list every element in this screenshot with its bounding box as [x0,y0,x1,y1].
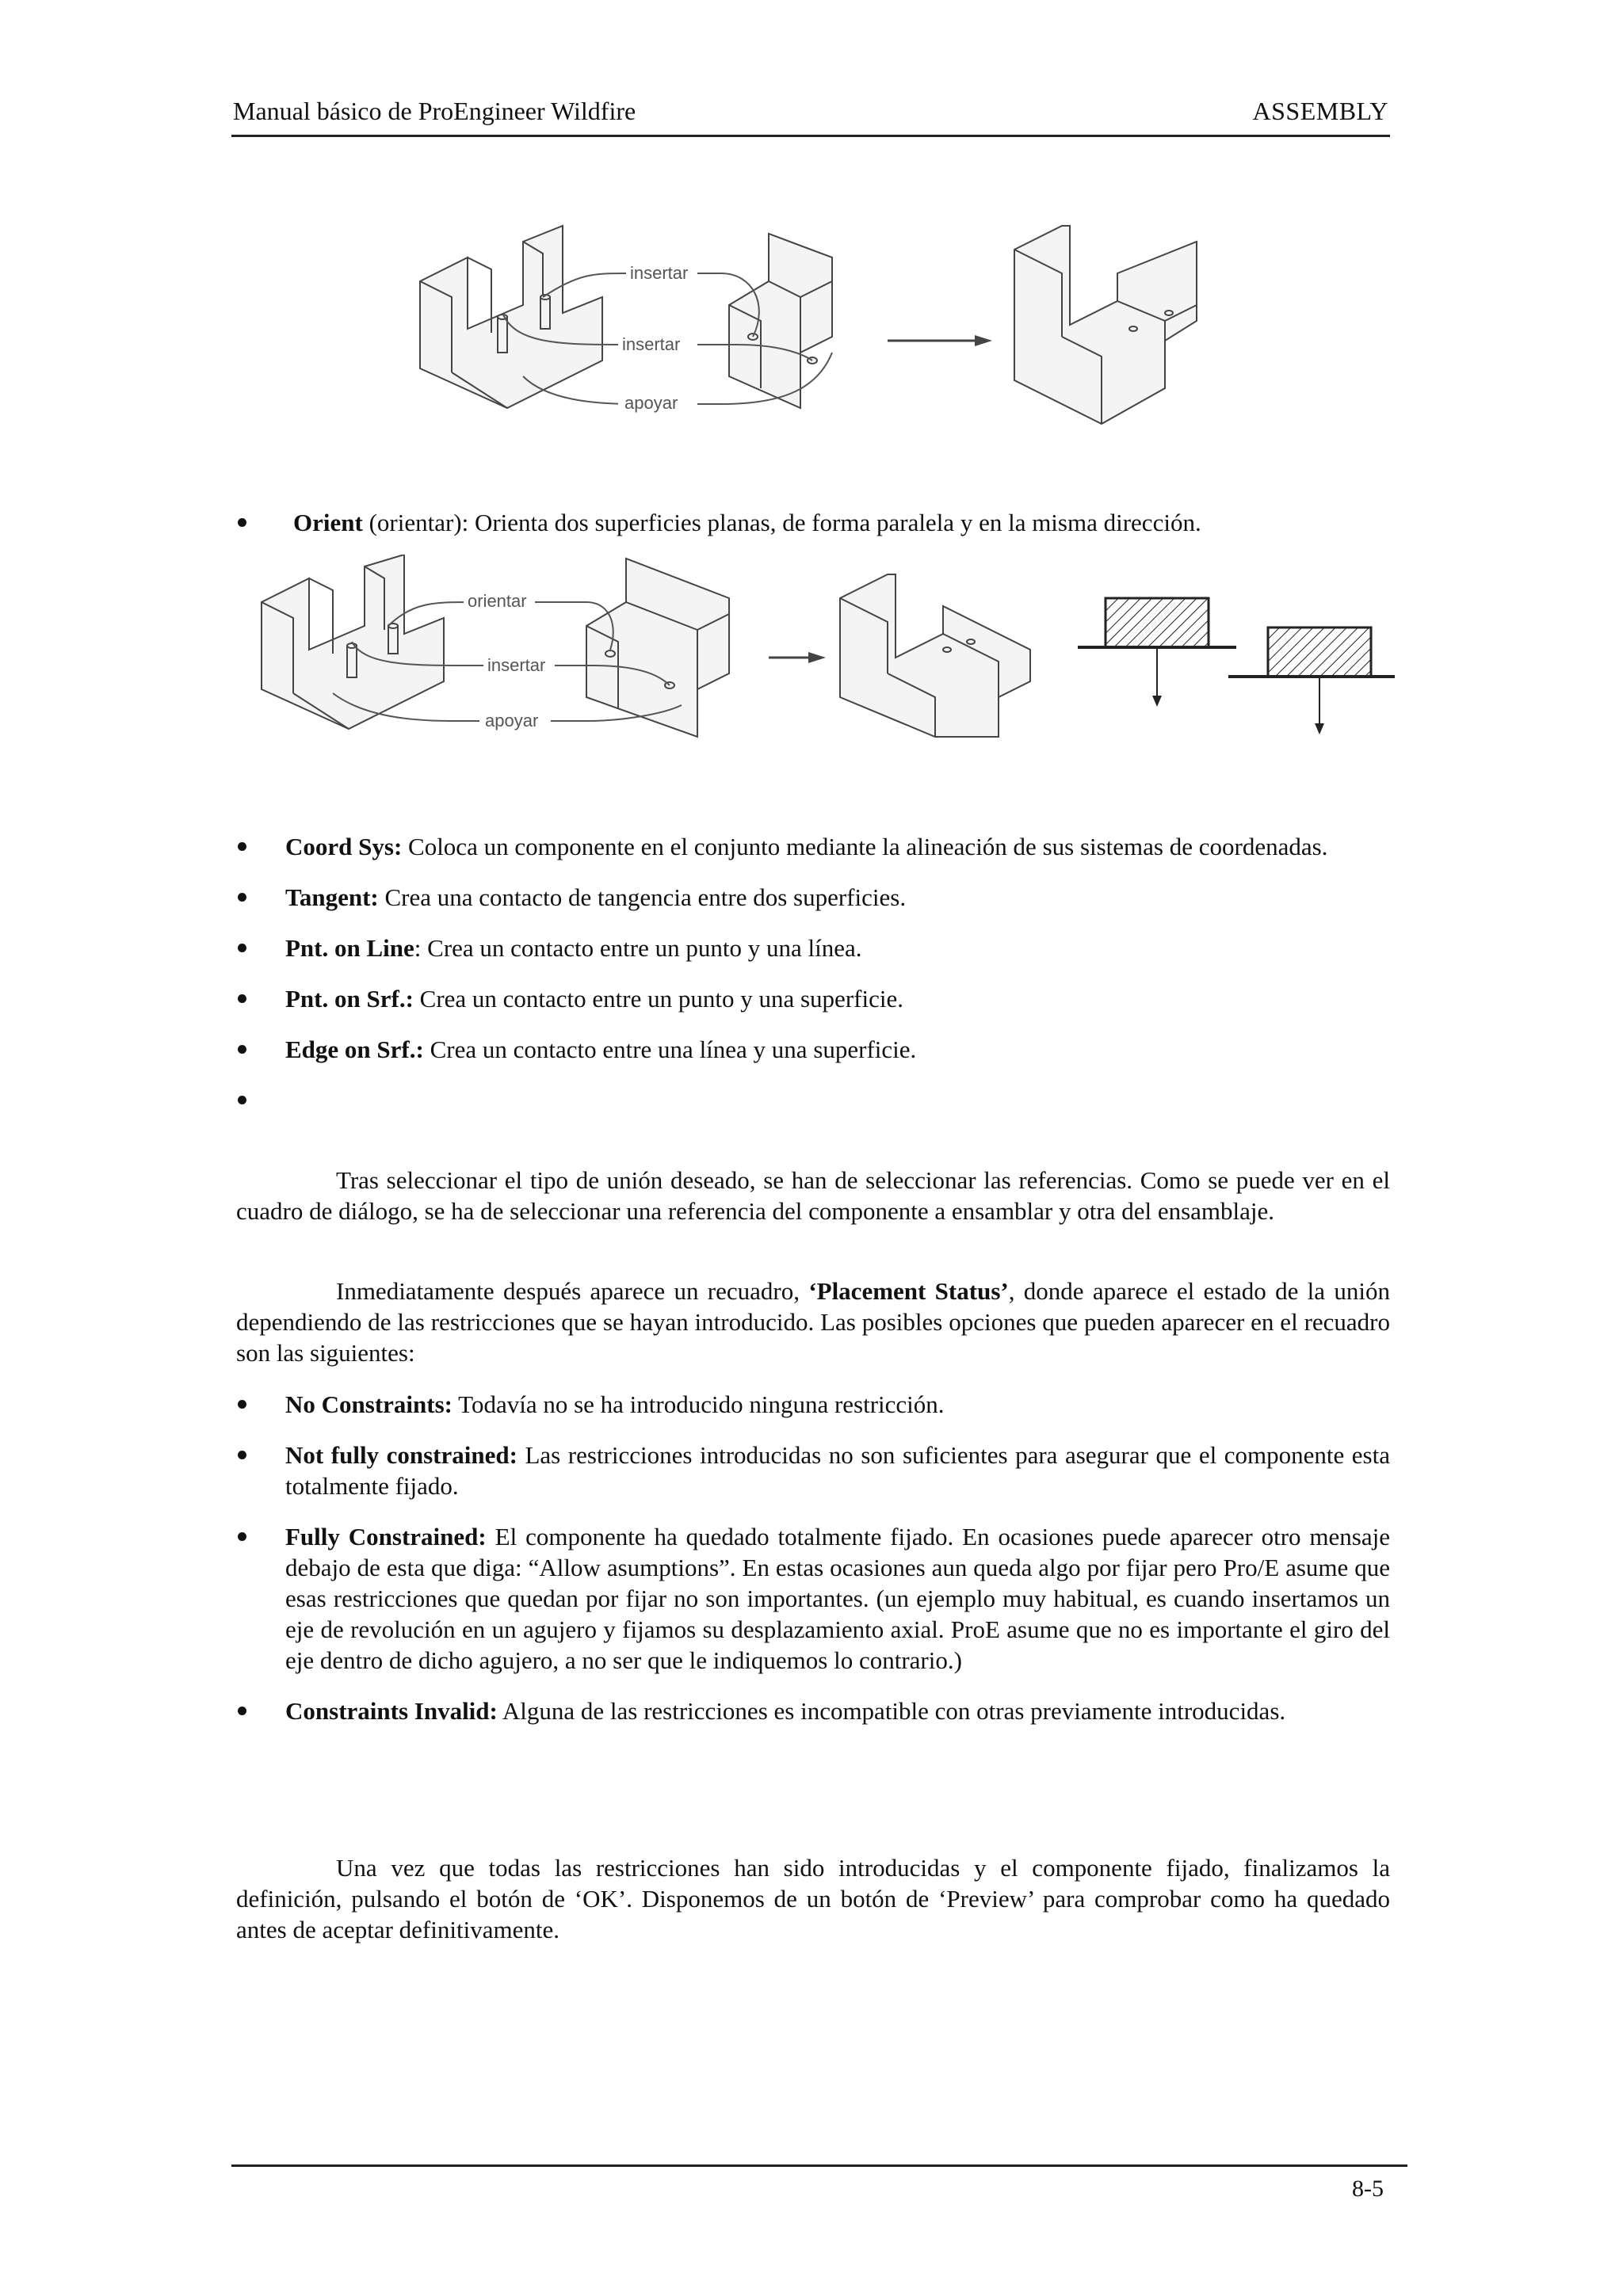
paragraph-text: Una vez que todas las restricciones han sido introducidas y el componente fijado, finalizamos la definición, pulsando el botón de ‘OK’. Disponemos de un botón de ‘Preview’ para comprobar como ha quedado antes de aceptar definitivamente. [236,1854,1390,1943]
bullet-term: No Constraints: [285,1390,453,1418]
bullet-term: Edge on Srf.: [285,1035,424,1063]
paragraph-text [236,1276,1390,1368]
bullet-text: Crea un contacto entre un punto y una superficie. [413,985,903,1013]
list-item [236,1034,1390,1065]
bullet-icon [238,893,246,902]
fig1-label-1: insertar [630,263,689,283]
body-paragraph-1 [236,1165,1390,1226]
body-paragraph-2 [236,1276,1390,1368]
bullet-text: Alguna de las restricciones es incompatible con otras previamente introducidas. [497,1697,1286,1725]
list-item [236,831,1390,862]
bullet-text: Crea una contacto de tangencia entre dos superficies. [378,883,907,911]
bullet-icon [238,1400,246,1409]
paragraph-text: Tras seleccionar el tipo de unión deseado, se han de seleccionar las referencias. Como se puede ver en el cuadro de diálogo, se ha de seleccionar una referencia del componente a ensamblar y otra del ensamblaje. [236,1166,1390,1225]
list-item [236,507,1390,538]
body-paragraph-3 [236,1852,1390,1945]
placement-status-list [236,1389,1390,1726]
paragraph-text-end: , donde aparece el estado de la unión dependiendo de las restricciones que se hayan introducido. Las posibles opciones que pueden aparecer en el recuadro son las siguientes: [236,1277,1390,1367]
page-number: 8-5 [1352,2176,1384,2202]
bullet-icon [238,1096,246,1104]
header-section: ASSEMBLY [1252,97,1388,125]
list-item [236,1389,1390,1420]
bullet-term: Tangent: [285,883,379,911]
footer-divider [231,2164,1407,2167]
figure-orient-assembly [254,555,1395,761]
bullet-text: : Crea un contacto entre un punto y una línea. [414,934,862,962]
bullet-term: Pnt. on Srf.: [285,985,414,1013]
bullet-term: Not fully constrained: [285,1441,517,1469]
bullet-term: Coord Sys: [285,833,403,860]
list-item [236,1440,1390,1501]
bullet-text: El componente ha quedado totalmente fijado. En ocasiones puede aparecer otro mensaje debajo de esta que diga: “Allow asumptions”. En estas ocasiones aun queda algo por fijar pero Pro/E asume que esas restricciones que quedan por fijar no son importantes. (un ejemplo muy habitual, es cuando insertamos un eje de revolución en un agujero y fijamos su desplazamiento axial. ProE asume que no es importante el giro del eje dentro de dicho agujero, a no ser que le indiquemos lo contrario.) [285,1523,1391,1674]
fig2-label-2: insertar [487,655,546,675]
bullet-icon [238,994,246,1003]
bullet-text: Las restricciones introducidas no son suficientes para asegurar que el componente esta totalmente fijado. [285,1441,1390,1500]
bullet-text: (orientar): Orienta dos superficies planas, de forma paralela y en la misma dirección. [362,509,1201,536]
fig2-label-1: orientar [468,591,527,611]
header-title: Manual básico de ProEngineer Wildfire [233,97,636,125]
bullet-icon [238,842,246,851]
fig1-label-3: apoyar [624,393,678,413]
figure-insert-assembly [404,194,1244,448]
fig2-label-3: apoyar [485,711,539,730]
bullet-icon [238,518,246,527]
page-header [231,95,1390,137]
bullet-icon [238,1045,246,1054]
fig1-label-2: insertar [622,334,681,354]
list-item [236,983,1390,1014]
bullet-term: Constraints Invalid: [285,1697,498,1725]
bullet-icon [238,1451,246,1459]
bullet-text: Crea un contacto entre una línea y una superficie. [423,1035,917,1063]
bullet-text: Coloca un componente en el conjunto mediante la alineación de sus sistemas de coordenadas. [402,833,1328,860]
constraint-types-list [236,831,1390,1116]
list-item [236,1521,1390,1676]
bullet-term: Orient [293,509,363,536]
bullet-icon [238,1532,246,1541]
bullet-term: Pnt. on Line [285,934,414,962]
bullet-icon [238,1707,246,1715]
bullet-text: Todavía no se ha introducido ninguna restricción. [452,1390,945,1418]
orient-bullet-list [236,507,1390,538]
paragraph-text-start: Inmediatamente después aparece un recuadro, [336,1277,809,1305]
bullet-term: Fully Constrained: [285,1523,487,1550]
placement-status-term: ‘Placement Status’ [808,1277,1009,1305]
list-item [236,882,1390,913]
bullet-icon [238,944,246,952]
list-item [236,1695,1390,1726]
list-item [236,933,1390,963]
list-item-empty [236,1085,1390,1116]
